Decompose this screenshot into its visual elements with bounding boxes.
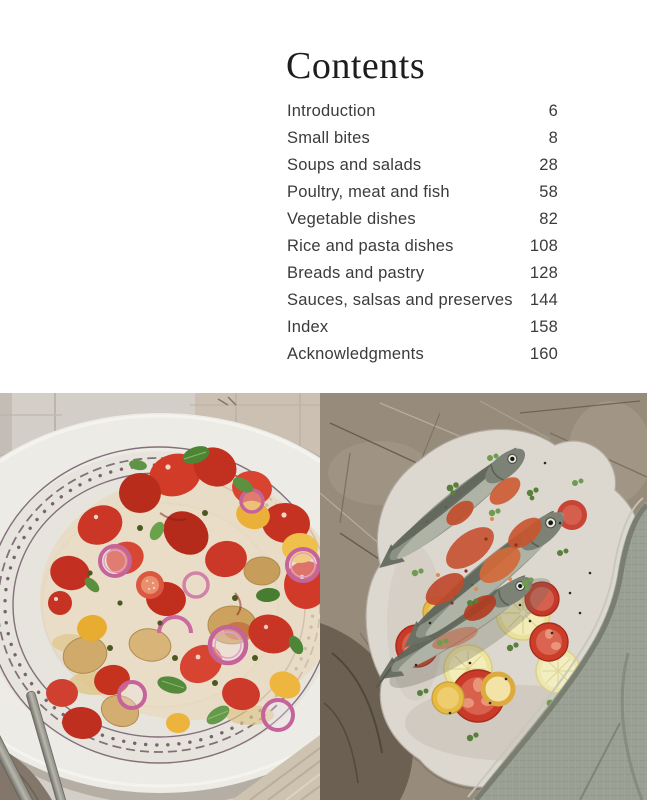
toc-row — [287, 314, 558, 341]
toc-entry-label: Introduction — [287, 102, 376, 120]
toc-entry-page: 158 — [529, 318, 558, 336]
toc-entry-page: 28 — [539, 156, 558, 174]
toc-entry-page: 128 — [529, 264, 558, 282]
photo-strip — [0, 393, 647, 800]
toc-entry-label: Sauces, salsas and preserves — [287, 291, 513, 309]
toc-entry-label: Rice and pasta dishes — [287, 237, 454, 255]
tomato-slice — [530, 623, 568, 661]
toc-entry-label: Vegetable dishes — [287, 210, 416, 228]
toc-row — [287, 152, 558, 179]
toc-row — [287, 98, 558, 125]
toc-entry-page: 6 — [548, 102, 558, 120]
toc-row — [287, 206, 558, 233]
toc-entry-label: Poultry, meat and fish — [287, 183, 450, 201]
toc-entry-label: Soups and salads — [287, 156, 422, 174]
toc-entry-page: 58 — [539, 183, 558, 201]
toc-entry-page: 144 — [529, 291, 558, 309]
toc-entry-page: 82 — [539, 210, 558, 228]
toc-entry-label: Index — [287, 318, 329, 336]
toc-row — [287, 125, 558, 152]
toc-row — [287, 341, 558, 368]
toc-row — [287, 179, 558, 206]
page-title: Contents — [286, 45, 426, 87]
toc-row — [287, 233, 558, 260]
toc-row — [287, 287, 558, 314]
toc-entry-page: 108 — [529, 237, 558, 255]
toc-entry-label: Breads and pastry — [287, 264, 425, 282]
toc-entry-label: Small bites — [287, 129, 370, 147]
toc-entry-label: Acknowledgments — [287, 345, 424, 363]
yellow-tomato-ring — [483, 674, 513, 704]
table-of-contents — [287, 98, 558, 368]
toc-entry-page: 160 — [529, 345, 558, 363]
toc-entry-page: 8 — [548, 129, 558, 147]
panzanella-salad-photo — [0, 393, 320, 800]
toc-row — [287, 260, 558, 287]
yellow-tomato-slice — [432, 682, 464, 714]
grilled-sardines-photo — [320, 393, 647, 800]
